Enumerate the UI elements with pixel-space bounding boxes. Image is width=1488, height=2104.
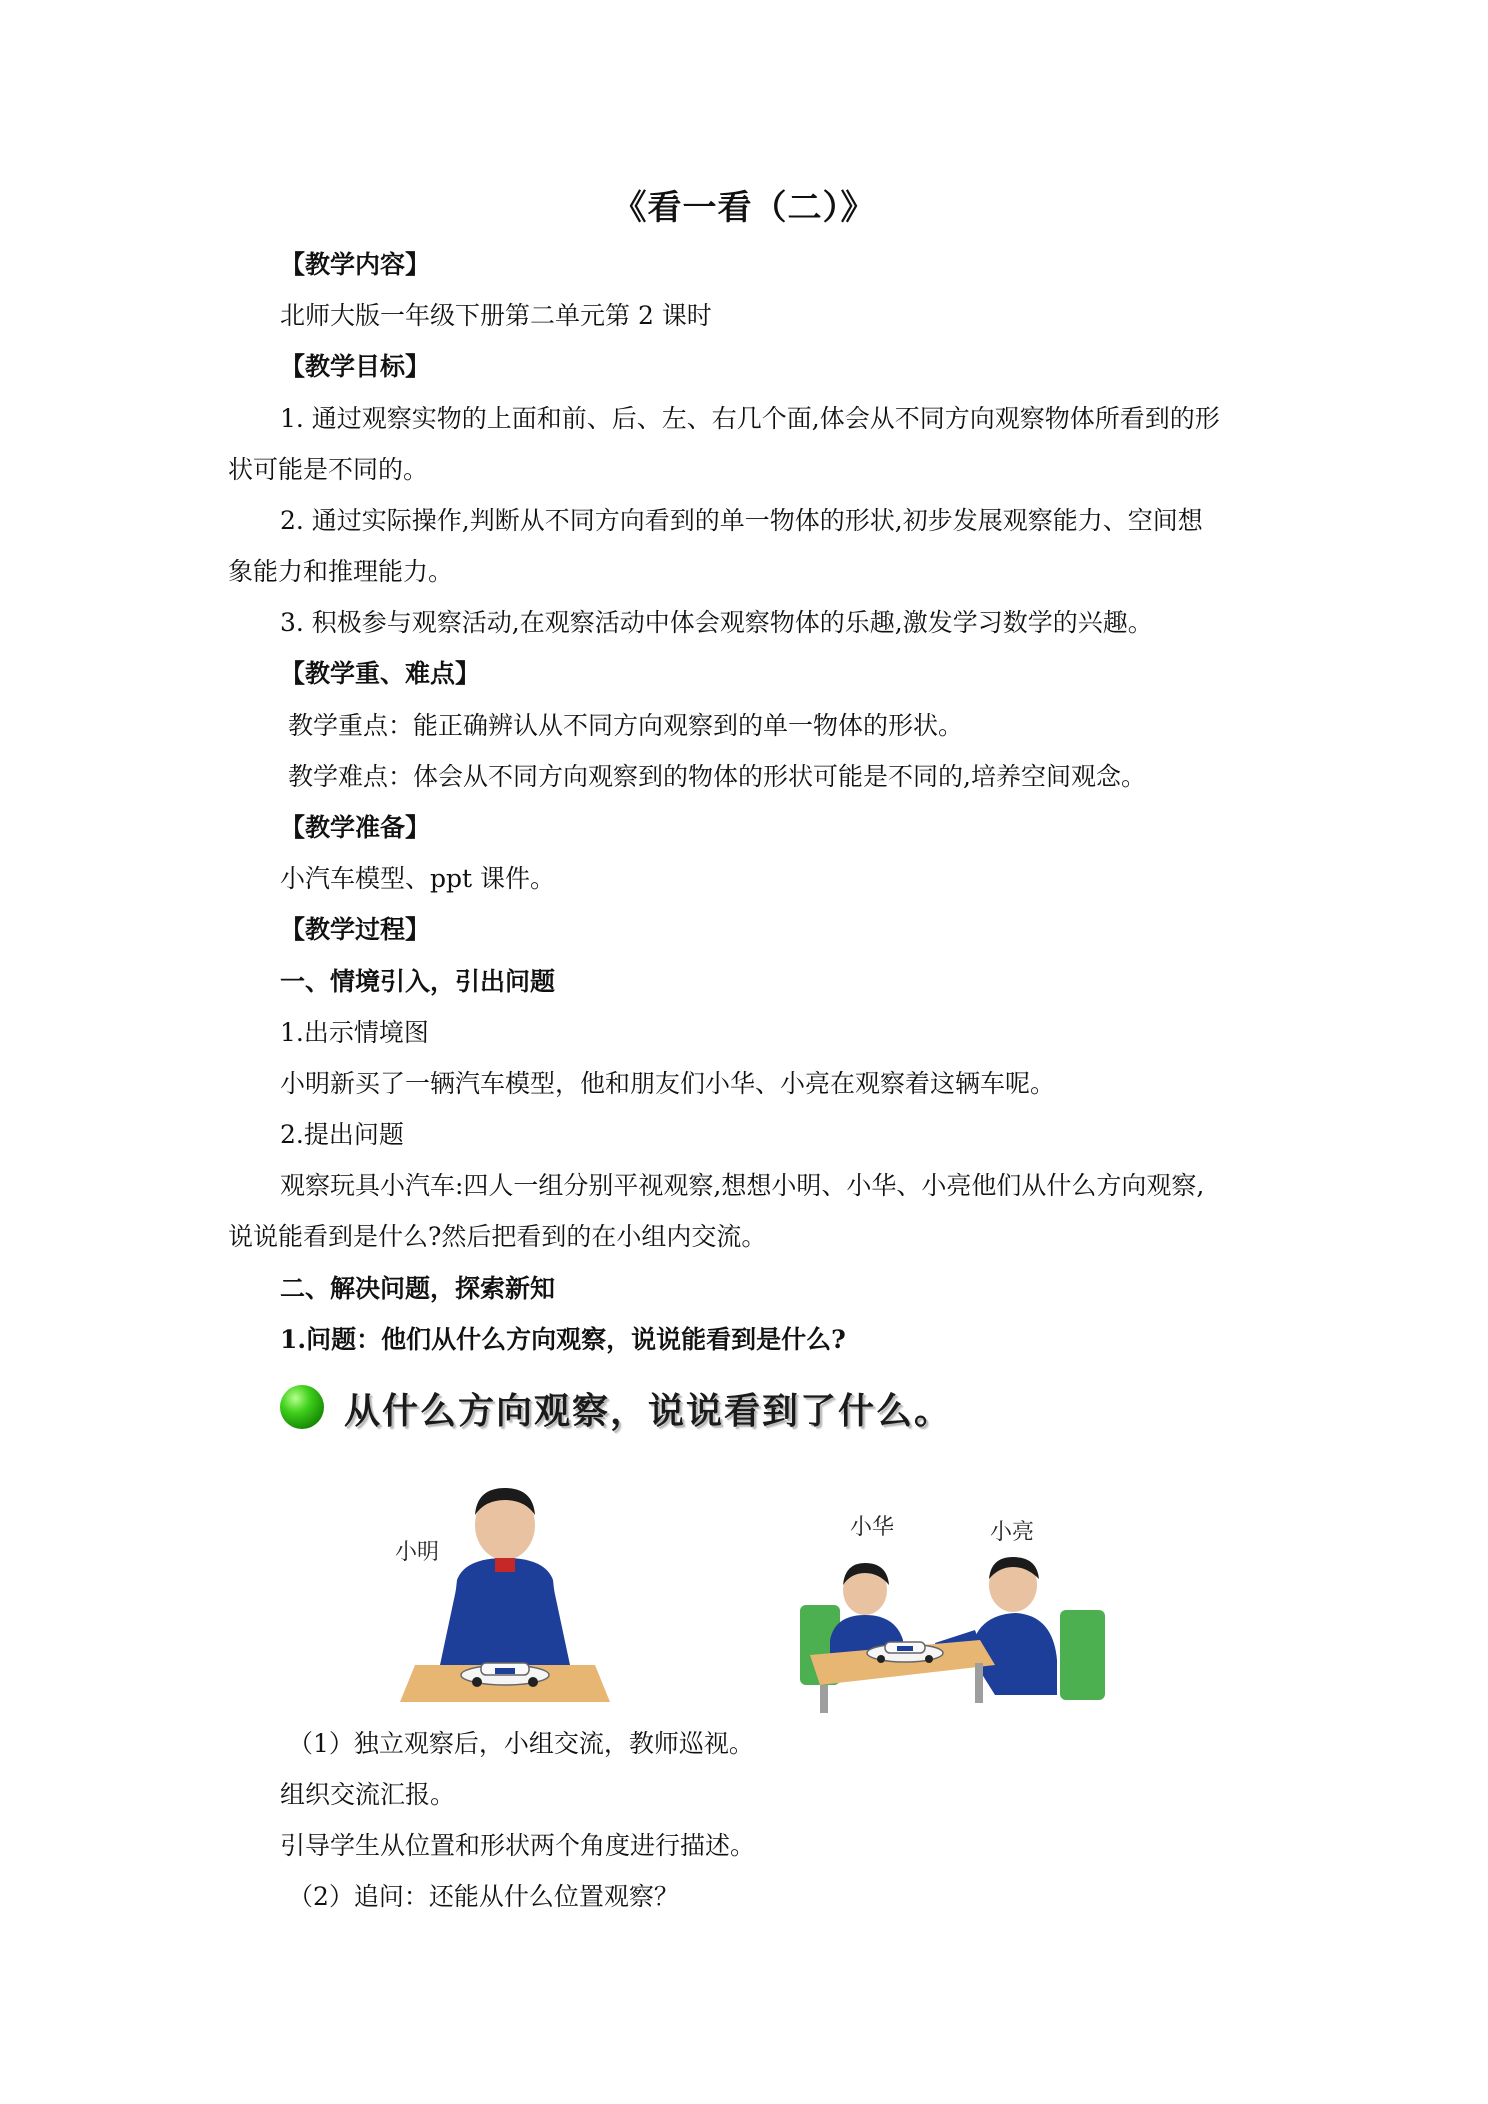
part-2-answer-1: （1）独立观察后，小组交流，教师巡视。 <box>288 1729 754 1758</box>
part-1-item-1: 1.出示情境图 <box>280 1018 429 1047</box>
goal-3: 3. 积极参与观察活动,在观察活动中体会观察物体的乐趣,激发学习数学的兴趣。 <box>280 608 1153 637</box>
heading-teaching-goals: 【教学目标】 <box>280 352 431 381</box>
part-1-text-2-line-2: 说说能看到是什么?然后把看到的在小组内交流。 <box>228 1222 767 1251</box>
label-xiaohua: 小华 <box>850 1515 895 1540</box>
goal-1-line-2: 状可能是不同的。 <box>228 455 429 484</box>
part-2-question-1: 1.问题：他们从什么方向观察，说说能看到是什么? <box>280 1325 846 1354</box>
part-2-heading: 二、解决问题，探索新知 <box>280 1274 556 1303</box>
difficult-point: 教学难点：体会从不同方向观察到的物体的形状可能是不同的,培养空间观念。 <box>288 762 1146 791</box>
heading-process: 【教学过程】 <box>280 915 431 944</box>
part-1-heading: 一、情境引入，引出问题 <box>280 967 556 996</box>
part-1-text-2-line-1: 观察玩具小汽车:四人一组分别平视观察,想想小明、小华、小亮他们从什么方向观察, <box>280 1171 1205 1200</box>
label-xiaoming: 小明 <box>395 1540 440 1565</box>
part-1-item-2: 2.提出问题 <box>280 1120 404 1149</box>
part-1-text-1: 小明新买了一辆汽车模型，他和朋友们小华、小亮在观察着这辆车呢。 <box>280 1069 1056 1098</box>
document-title: 《看一看（二）》 <box>612 188 876 228</box>
key-point: 教学重点：能正确辨认从不同方向观察到的单一物体的形状。 <box>288 711 964 740</box>
goal-1-line-1: 1. 通过观察实物的上面和前、后、左、右几个面,体会从不同方向观察物体所看到的形 <box>280 404 1220 433</box>
preparation-text: 小汽车模型、ppt 课件。 <box>280 864 556 893</box>
xiaoming-photo <box>395 1470 615 1710</box>
heading-preparation: 【教学准备】 <box>280 813 431 842</box>
heading-teaching-content: 【教学内容】 <box>280 250 431 279</box>
label-xiaoliang: 小亮 <box>990 1520 1035 1545</box>
illustration-figure <box>280 1385 1160 1715</box>
part-2-answer-4: （2）追问：还能从什么位置观察？ <box>288 1882 679 1911</box>
heading-key-points: 【教学重、难点】 <box>280 659 481 688</box>
xiaohua-xiaoliang-photo <box>795 1545 1115 1715</box>
part-2-answer-3: 引导学生从位置和形状两个角度进行描述。 <box>280 1831 756 1860</box>
part-2-answer-2: 组织交流汇报。 <box>280 1780 456 1809</box>
figure-banner-text: 从什么方向观察，说说看到了什么。 <box>344 1391 953 1432</box>
goal-2-line-2: 象能力和推理能力。 <box>228 557 454 586</box>
teaching-content-text: 北师大版一年级下册第二单元第 2 课时 <box>280 301 712 330</box>
green-bullet-icon <box>280 1385 324 1429</box>
goal-2-line-1: 2. 通过实际操作,判断从不同方向看到的单一物体的形状,初步发展观察能力、空间想 <box>280 506 1203 535</box>
